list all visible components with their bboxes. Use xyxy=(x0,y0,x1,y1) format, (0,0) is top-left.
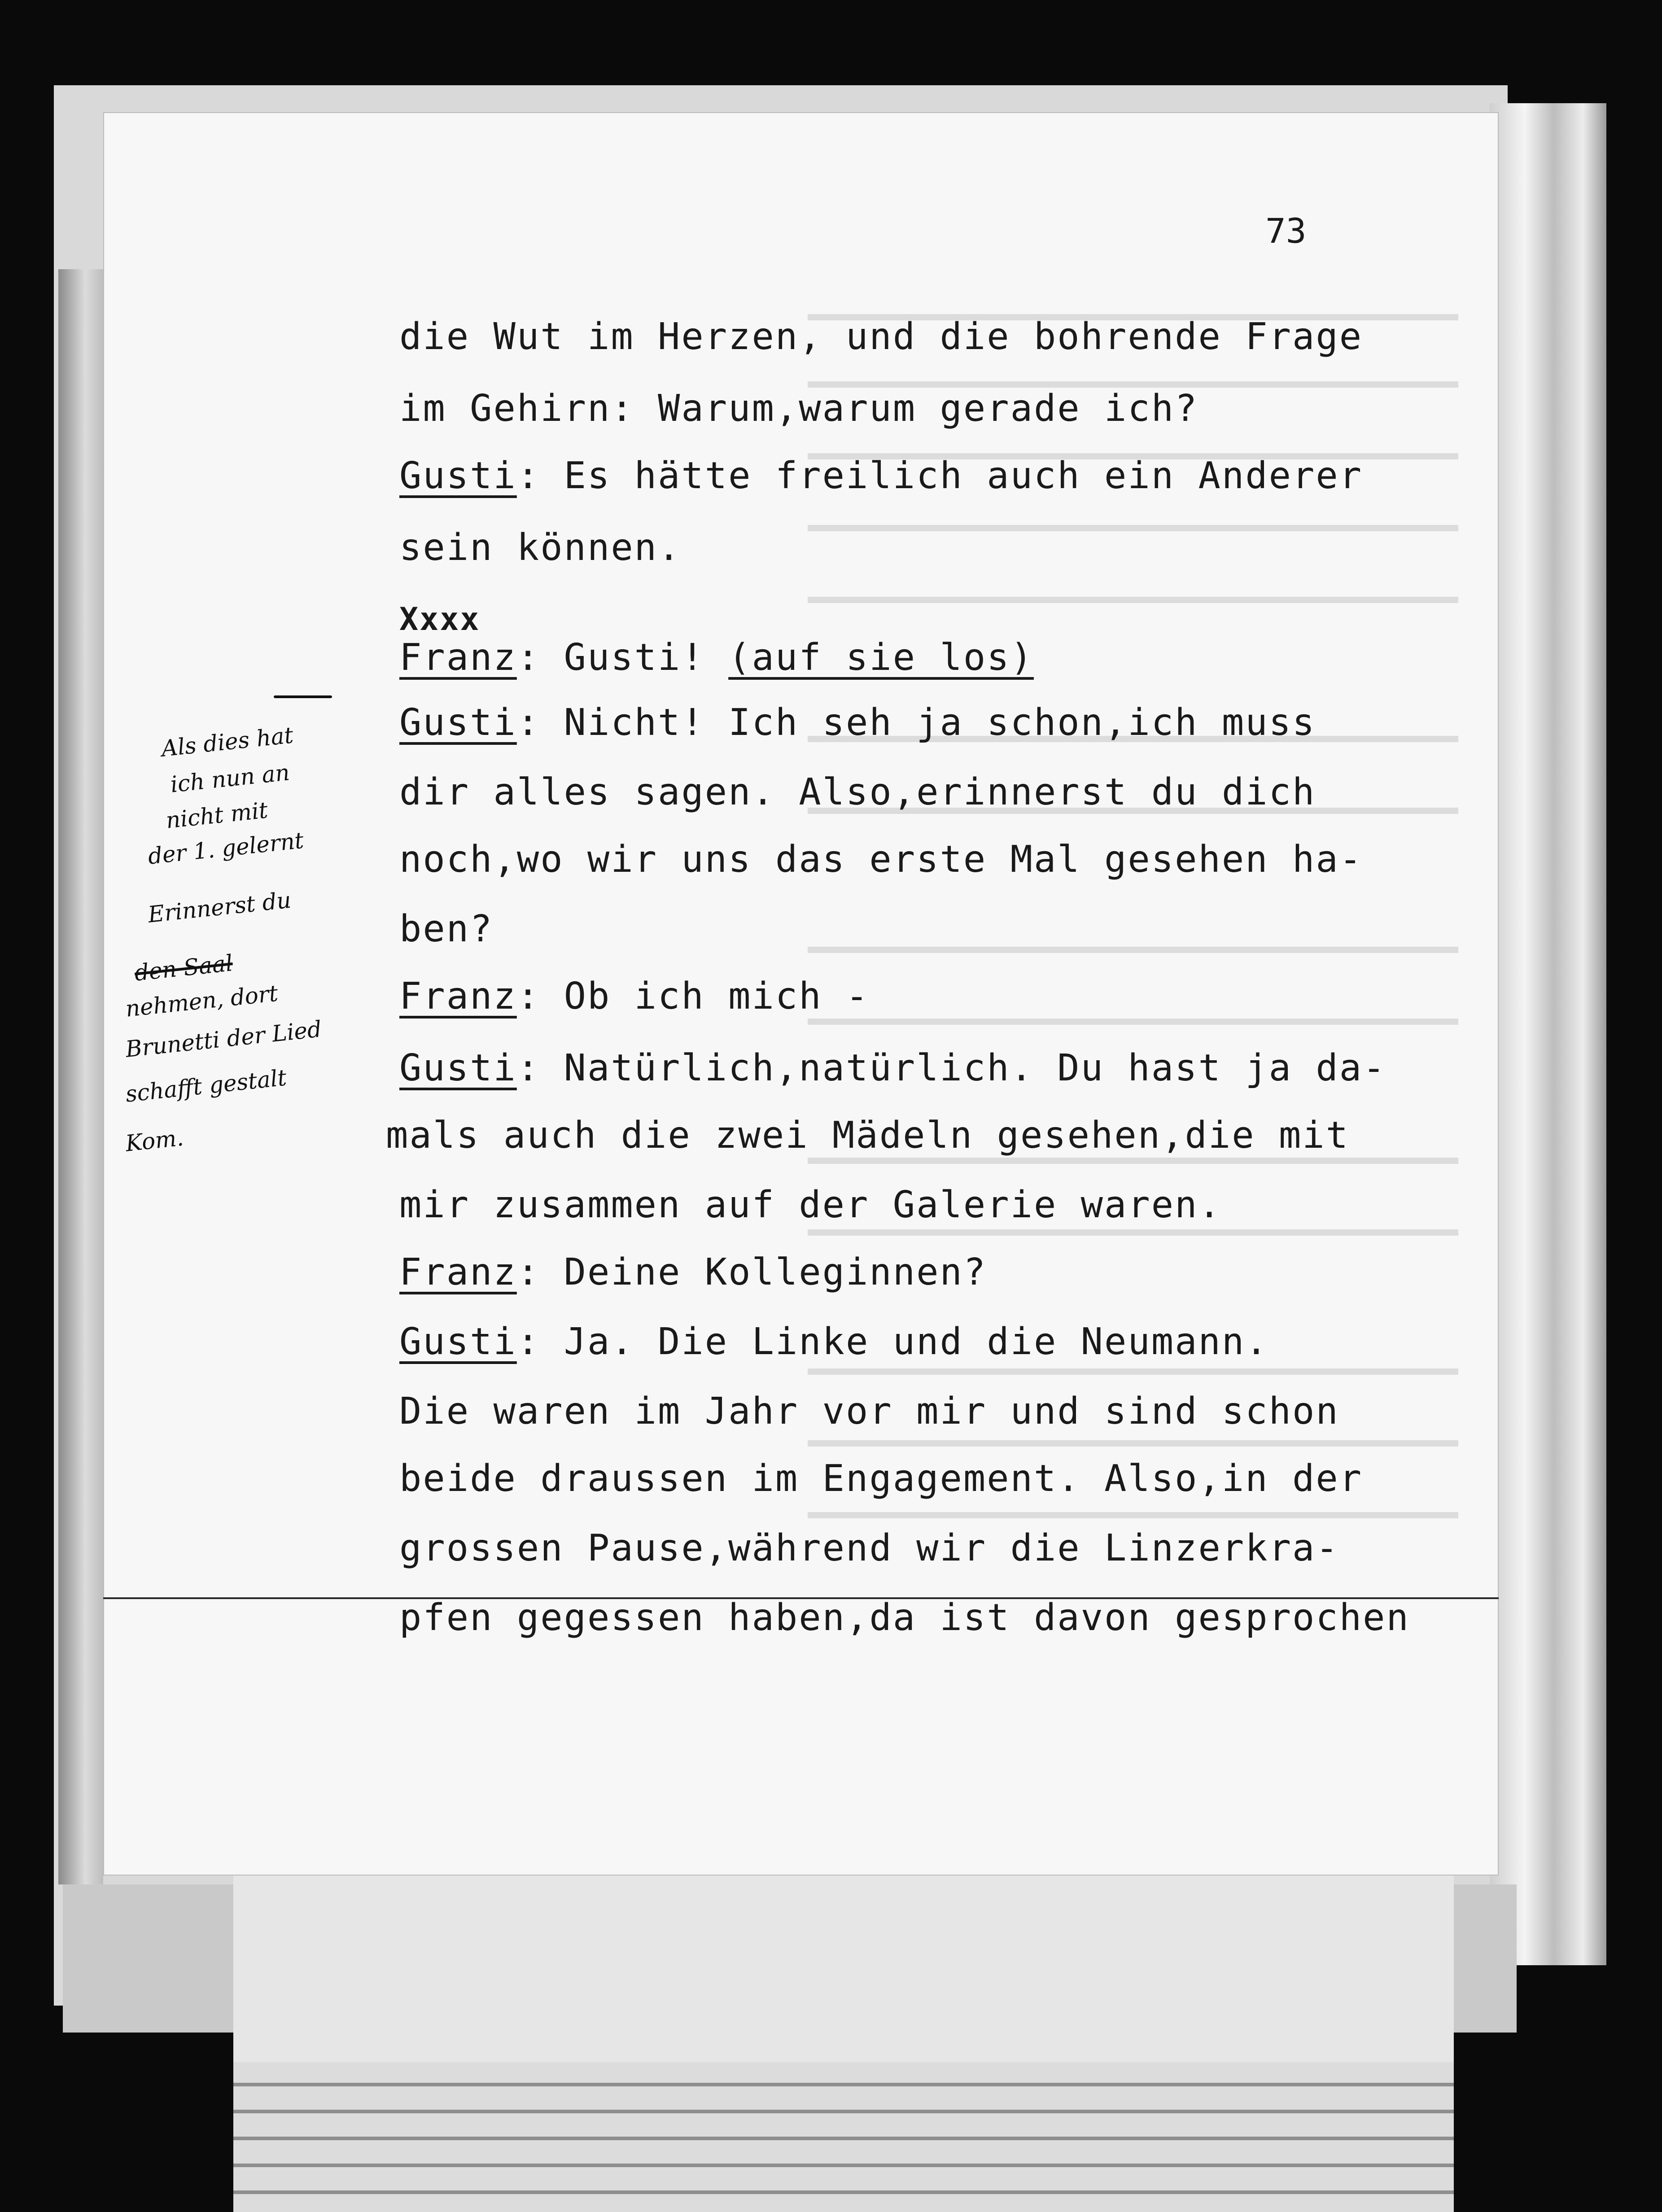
bleed-through xyxy=(808,1440,1458,1447)
dialogue-line: Gusti: Ja. Die Linke und die Neumann. xyxy=(399,1320,1269,1363)
text-line: ben? xyxy=(399,908,494,950)
text-line: mir zusammen auf der Galerie waren. xyxy=(399,1184,1222,1226)
dialogue-line: Franz: Deine Kolleginnen? xyxy=(399,1251,987,1294)
dialogue-line: Gusti: Nicht! Ich seh ja schon,ich muss xyxy=(399,701,1316,744)
dialogue-line: Franz: Gusti! (auf sie los) xyxy=(399,636,1034,679)
text-line: sein können. xyxy=(399,526,682,569)
text-line: noch,wo wir uns das erste Mal gesehen ha- xyxy=(399,838,1363,881)
text-line: die Wut im Herzen, und die bohrende Frage xyxy=(399,315,1363,358)
bleed-through xyxy=(808,1512,1458,1518)
dialogue-line: Gusti: Es hätte freilich auch ein Anderer xyxy=(399,455,1363,497)
speaker-name: Franz xyxy=(399,636,517,679)
page-number: 73 xyxy=(1265,211,1307,251)
dialogue-line: Gusti: Natürlich,natürlich. Du hast ja da- xyxy=(399,1047,1386,1089)
margin-note: Als dies hat xyxy=(160,722,295,762)
text-line: Die waren im Jahr vor mir und sind schon xyxy=(399,1390,1339,1433)
stage-direction: (auf sie los) xyxy=(728,636,1034,679)
bleed-through xyxy=(808,1229,1458,1236)
bleed-through xyxy=(808,1019,1458,1025)
text-line: pfen gegessen haben,da ist davon gesprochen xyxy=(399,1596,1410,1639)
margin-rule xyxy=(274,695,332,698)
text-line: grossen Pause,während wir die Linzerkra- xyxy=(399,1527,1339,1569)
margin-note: Brunetti der Lied xyxy=(124,1016,323,1062)
bleed-through xyxy=(808,1368,1458,1375)
text-line: dir alles sagen. Also,erinnerst du dich xyxy=(399,771,1316,813)
margin-note: nehmen, dort xyxy=(124,980,280,1022)
bleed-through xyxy=(808,525,1458,531)
margin-note: der 1. gelernt xyxy=(146,827,305,870)
dialogue-line: Franz: Ob ich mich - xyxy=(399,975,870,1018)
left-page-edge xyxy=(58,269,103,1884)
speaker-name: Gusti xyxy=(399,1047,517,1089)
speaker-name: Gusti xyxy=(399,701,517,744)
margin-note: ich nun an xyxy=(169,759,291,798)
bleed-through xyxy=(808,1158,1458,1164)
speaker-name: Gusti xyxy=(399,455,517,497)
bleed-through xyxy=(808,597,1458,603)
margin-note: Kom. xyxy=(124,1124,185,1157)
speaker-name: Franz xyxy=(399,1251,517,1294)
margin-note: schafft gestalt xyxy=(124,1064,288,1107)
text-line: im Gehirn: Warum,warum gerade ich? xyxy=(399,387,1198,430)
bleed-through xyxy=(808,381,1458,388)
speaker-name: Franz xyxy=(399,975,517,1018)
bleed-through xyxy=(808,947,1458,953)
margin-note: nicht mit xyxy=(164,797,269,834)
margin-note: den Saal xyxy=(133,950,234,986)
struck-text: Xxxx xyxy=(399,601,481,638)
stacked-sheet-edges xyxy=(1490,103,1606,1965)
speaker-name: Gusti xyxy=(399,1320,517,1363)
text-line: mals auch die zwei Mädeln gesehen,die mit xyxy=(386,1114,1350,1157)
text-line: beide draussen im Engagement. Also,in der xyxy=(399,1457,1363,1500)
margin-note: Erinnerst du xyxy=(146,887,293,928)
